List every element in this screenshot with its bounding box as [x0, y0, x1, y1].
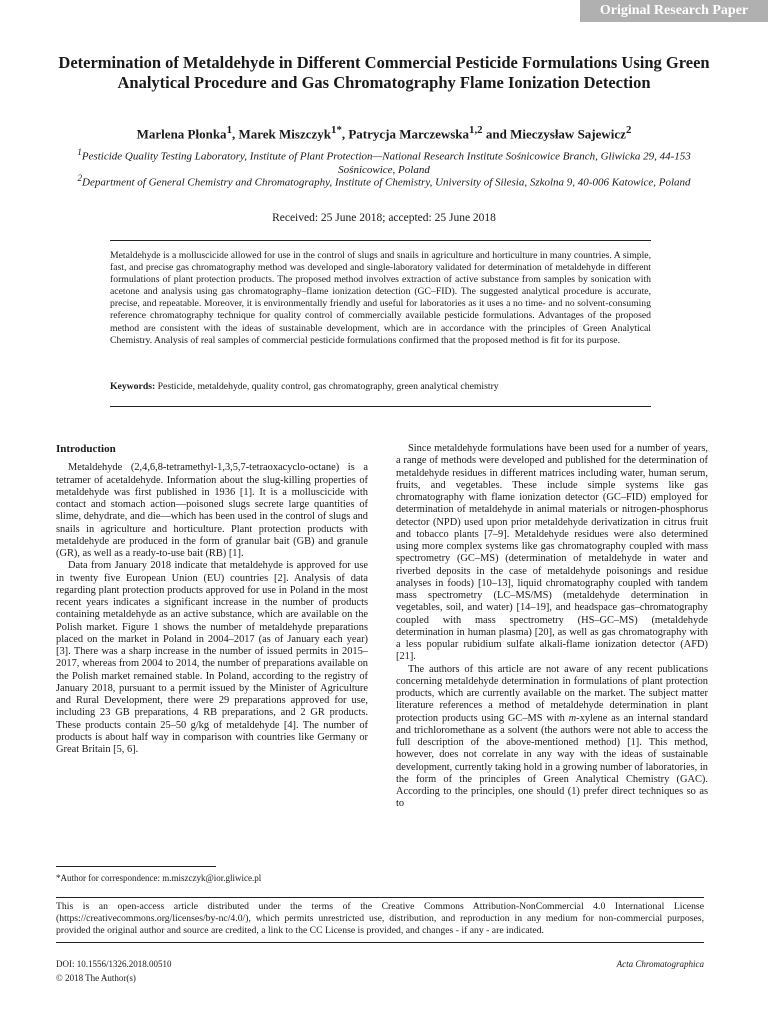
correspondence-footnote: *Author for correspondence: m.miszczyk@ior.gliwice.pl	[56, 873, 262, 883]
paragraph: Since metaldehyde formulations have been used for a number of years, a range of methods were developed and published for the determination of metaldehyde residues in different matrices including water, human serum, fruits, and vegetables. These include simple systems like gas chromatography with flame ionization detector (GC–FID) employed for determination of metaldehyde in animal materials or nitrogen-phosphorus detector (NPD) used upon prior metaldehyde derivatization in citrus fruit and tobacco plants [7–9]. Metaldehyde residues were also determined using more complex systems like gas chromatography coupled with mass spectrometry (GC–MS) (determination of metaldehyde in water and riverbed deposits in the case of metaldehyde poisonings and residue analyses in foods) [10–13], liquid chromatography coupled with tandem mass spectrometry (LC–MS/MS) (metaldehyde determination in vegetables, soil, and water) [14–19], and headspace gas–chromatography coupled with mass spectrometry (HS–GC–MS) (metaldehyde determination in human plasma) [20], as well as gas chromatography with a less popular rubidium sulfate alkali-flame ionization detector (AFD) [21].	[396, 443, 708, 663]
author-affiliation-marker: 1	[226, 124, 232, 136]
section-heading-introduction: Introduction	[56, 443, 116, 455]
keywords	[110, 381, 651, 392]
author-name: Marlena Płonka	[136, 126, 227, 142]
license-statement: This is an open-access article distributed under the terms of the Creative Commons Attribution-NonCommercial 4.0 International License (https://creativecommons.org/licenses/by-nc/4.0/), which permits unrestricted use, distribution, and reproduction in any medium for non-commercial purposes, provided the original author and source are credited, a link to the CC License is provided, and changes - if any - are indicated.	[56, 897, 704, 943]
paragraph: Data from January 2018 indicate that metaldehyde is approved for use in twenty five European Union (EU) countries [2]. Analysis of data regarding plant protection products approved for use in Poland in the most recent years indicates a significant increase in the number of products containing metaldehyde as an active substance, which are available on the Polish market. Figure 1 shows the number of metaldehyde preparations placed on the market in Poland in 2004–2017 (as of January each year) [3]. There was a sharp increase in the number of issued permits in 2015–2017, whereas from 2004 to 2014, the number of preparations available on the Polish market remained stable. In Poland, according to the registry of January 2018, pursuant to a permit issued by the Minister of Agriculture and Rural Development, there were 29 preparations approved for use, including 23 GB preparations, 4 RB preparations, and 2 GR products. These products contain 25–50 g/kg of metaldehyde [4]. The number of products is about half way in comparison with countries like Germany or Great Britain [5, 6].	[56, 560, 368, 755]
author-name: Mieczysław Sajewicz	[510, 126, 626, 142]
article-title: Determination of Metaldehyde in Different Commercial Pesticide Formulations Using Green Analytical Procedure and Gas Chromatography Flame Ionization Detection	[58, 53, 710, 92]
keywords-text: Pesticide, metaldehyde, quality control, gas chromatography, green analytical chemistry	[157, 381, 499, 392]
abstract-bottom-rule	[110, 406, 651, 407]
doi: DOI: 10.1556/1326.2018.00510	[56, 959, 172, 969]
author-name: Marek Miszczyk	[238, 126, 332, 142]
left-column	[56, 443, 368, 756]
copyright: © 2018 The Author(s)	[56, 973, 136, 983]
affiliation-2-text: Department of General Chemistry and Chromatography, Institute of Chemistry, University of Silesia, Szkolna 9, 40-006 Katowice, Poland	[82, 176, 691, 189]
paragraph: Metaldehyde (2,4,6,8-tetramethyl-1,3,5,7-tetraoxacyclo-octane) is a tetramer of acetaldehyde. Information about the slug-killing properties of metaldehyde was first published in 1936 [1]. It is a molluscicide with contact and stomach action—poisoned slugs secrete large quantities of slime, dehydrate, and die—which has been used in the control of slugs and snails in agriculture and horticulture. Plant protection products with metaldehyde are produced in the form of granular bait (GB) and granule (GR), as well as a ready-to-use bait (RB) [1].	[56, 462, 368, 559]
affiliation-1-text: Pesticide Quality Testing Laboratory, Institute of Plant Protection—National Research Institute Sośnicowice Branch, Gliwicka 29, 44-153 Sośnicowice, Poland	[81, 150, 691, 176]
affiliation-1-marker: 1	[77, 147, 82, 157]
author-list: Marlena Płonka$^1$, Marek Miszczyk$^{1*}$, Patrycja Marczewska$^{1,2}$ and Mieczysław Sajewicz$^2$	[136, 124, 632, 142]
author-affiliation-marker: 2	[625, 124, 632, 136]
author-affiliation-marker: 1*	[331, 124, 342, 136]
journal-name: Acta Chromatographica	[616, 959, 704, 969]
abstract-top-rule	[110, 240, 651, 241]
right-column	[396, 443, 708, 811]
abstract: Metaldehyde is a molluscicide allowed for use in the control of slugs and snails in agriculture and horticulture in many countries. A simple, fast, and precise gas chromatography method was developed and single-laboratory validated for determination of metaldehyde in different formulations of plant protection products. The proposed method involves extraction of active substance from samples by sonication with acetone and analysis using gas chromatography–flame ionization detection (GC–FID). The suggested analytical procedure is accurate, precise, and repeatable. Moreover, it is environmentally friendly and useful for laboratories as it uses a no time- and no solvent-consuming reference chromatography technique for quality control of commercially available pesticide formulations. Advantages of the proposed method are consistent with the ideas of sustainable development, which are in accordance with the principles of Green Analytical Chemistry. Analysis of real samples of commercial pesticide formulations confirmed that the proposed method is fit for its purpose.	[110, 250, 651, 346]
affiliation-2-marker: 2	[77, 173, 83, 183]
author-name: Patrycja Marczewska	[348, 126, 470, 142]
author-affiliation-marker: 1,2	[469, 124, 483, 136]
received-accepted-dates: Received: 25 June 2018; accepted: 25 June 2018	[272, 212, 496, 224]
keywords-label: Keywords:	[110, 381, 156, 392]
footnote-rule	[56, 866, 216, 867]
paragraph: The authors of this article are not aware of any recent publications concerning metaldehyde determination in formulations of plant protection products, which are currently available on the market. The subject matter literature references a method of metaldehyde determination in plant protection products using GC–MS with m-xylene as an internal standard and trichloromethane as a solvent (the authors were not able to access the full description of the above-mentioned method) [1]. This method, however, does not correlate in any way with the ideas of sustainable development, currently taking hold in a growing number of laboratories, in the form of the principles of Green Analytical Chemistry (GAC). According to the principles, one should (1) prefer direct techniques so as to	[396, 663, 708, 810]
article-type-badge: Original Research Paper	[580, 0, 768, 22]
affiliation-2	[50, 172, 718, 190]
